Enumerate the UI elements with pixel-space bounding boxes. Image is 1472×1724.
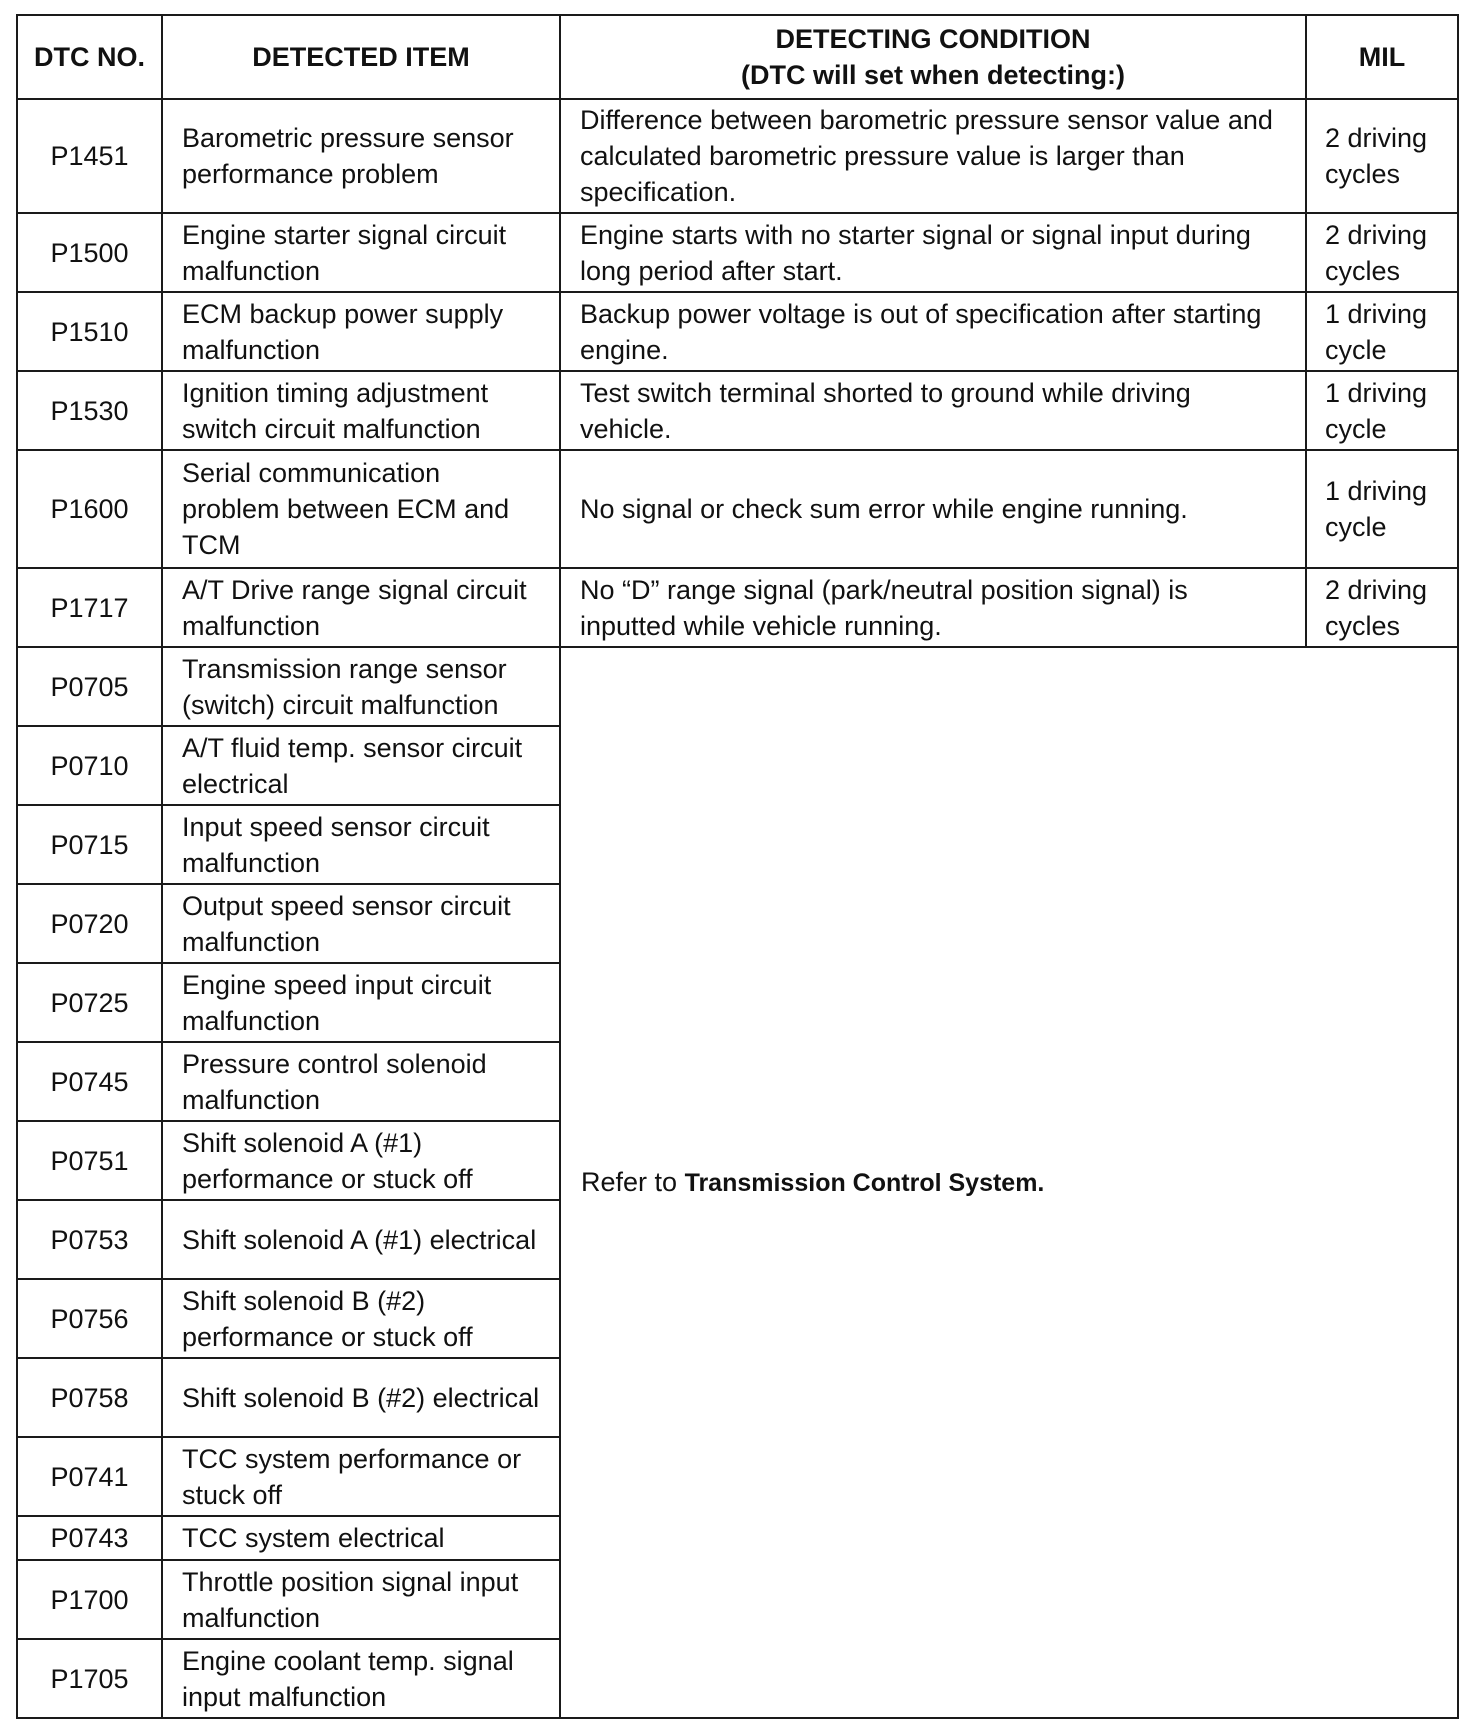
detecting-condition: No signal or check sum error while engine running.	[560, 450, 1306, 568]
refer-note-target: Transmission Control System.	[684, 1169, 1045, 1197]
dtc-code: P1600	[17, 450, 162, 568]
dtc-code: P0720	[17, 884, 162, 963]
dtc-code: P0705	[17, 647, 162, 726]
refer-note	[560, 647, 1458, 1718]
detected-item: Engine starter signal circuit malfunction	[162, 213, 560, 292]
dtc-table	[16, 14, 1459, 1719]
dtc-code: P1700	[17, 1560, 162, 1639]
dtc-code: P1530	[17, 371, 162, 450]
header-mil: MIL	[1306, 15, 1458, 99]
mil-value: 2 driving cycles	[1306, 568, 1458, 647]
mil-value: 2 driving cycles	[1306, 213, 1458, 292]
detected-item: Engine speed input circuit malfunction	[162, 963, 560, 1042]
detected-item: Input speed sensor circuit malfunction	[162, 805, 560, 884]
mil-value: 2 driving cycles	[1306, 99, 1458, 213]
detected-item: Shift solenoid B (#2) performance or stuck off	[162, 1279, 560, 1358]
detected-item: Pressure control solenoid malfunction	[162, 1042, 560, 1121]
dtc-code: P0710	[17, 726, 162, 805]
header-dtc-no: DTC NO.	[17, 15, 162, 99]
table-row	[17, 568, 1458, 647]
detected-item: Ignition timing adjustment switch circuit malfunction	[162, 371, 560, 450]
mil-value: 1 driving cycle	[1306, 292, 1458, 371]
detected-item: TCC system performance or stuck off	[162, 1437, 560, 1516]
header-detecting-condition-subtitle: (DTC will set when detecting:)	[740, 60, 1125, 90]
dtc-code: P0753	[17, 1200, 162, 1279]
dtc-code: P1705	[17, 1639, 162, 1718]
mil-value: 1 driving cycle	[1306, 371, 1458, 450]
table-header-row	[17, 15, 1458, 99]
dtc-code: P0715	[17, 805, 162, 884]
detected-item: Shift solenoid A (#1) performance or stuck off	[162, 1121, 560, 1200]
dtc-code: P1510	[17, 292, 162, 371]
dtc-code: P1451	[17, 99, 162, 213]
detected-item: Output speed sensor circuit malfunction	[162, 884, 560, 963]
detected-item: Transmission range sensor (switch) circuit malfunction	[162, 647, 560, 726]
dtc-code: P0741	[17, 1437, 162, 1516]
detected-item: A/T Drive range signal circuit malfunction	[162, 568, 560, 647]
detected-item: Barometric pressure sensor performance problem	[162, 99, 560, 213]
detected-item: Serial communication problem between ECM and TCM	[162, 450, 560, 568]
detecting-condition: Engine starts with no starter signal or signal input during long period after start.	[560, 213, 1306, 292]
table-row	[17, 99, 1458, 213]
detected-item: Throttle position signal input malfunction	[162, 1560, 560, 1639]
detecting-condition: Backup power voltage is out of specification after starting engine.	[560, 292, 1306, 371]
dtc-code: P0756	[17, 1279, 162, 1358]
detecting-condition: Test switch terminal shorted to ground while driving vehicle.	[560, 371, 1306, 450]
detected-item: Shift solenoid B (#2) electrical	[162, 1358, 560, 1437]
detected-item: Engine coolant temp. signal input malfunction	[162, 1639, 560, 1718]
table-row	[17, 292, 1458, 371]
dtc-code: P1717	[17, 568, 162, 647]
dtc-code: P0745	[17, 1042, 162, 1121]
dtc-code: P0758	[17, 1358, 162, 1437]
detected-item: TCC system electrical	[162, 1516, 560, 1560]
detected-item: A/T fluid temp. sensor circuit electrical	[162, 726, 560, 805]
refer-note-prefix: Refer to	[581, 1167, 678, 1197]
mil-value: 1 driving cycle	[1306, 450, 1458, 568]
detecting-condition: Difference between barometric pressure sensor value and calculated barometric pressure value is larger than specification.	[560, 99, 1306, 213]
table-row	[17, 647, 1458, 726]
detected-item: ECM backup power supply malfunction	[162, 292, 560, 371]
table-row	[17, 371, 1458, 450]
header-detecting-condition-title: DETECTING CONDITION	[775, 24, 1091, 54]
dtc-code: P0743	[17, 1516, 162, 1560]
table-row	[17, 213, 1458, 292]
header-detected-item: DETECTED ITEM	[162, 15, 560, 99]
table-row	[17, 450, 1458, 568]
dtc-code: P0751	[17, 1121, 162, 1200]
dtc-code: P1500	[17, 213, 162, 292]
detected-item: Shift solenoid A (#1) electrical	[162, 1200, 560, 1279]
detecting-condition: No “D” range signal (park/neutral position signal) is inputted while vehicle running.	[560, 568, 1306, 647]
header-detecting-condition	[560, 15, 1306, 99]
dtc-code: P0725	[17, 963, 162, 1042]
